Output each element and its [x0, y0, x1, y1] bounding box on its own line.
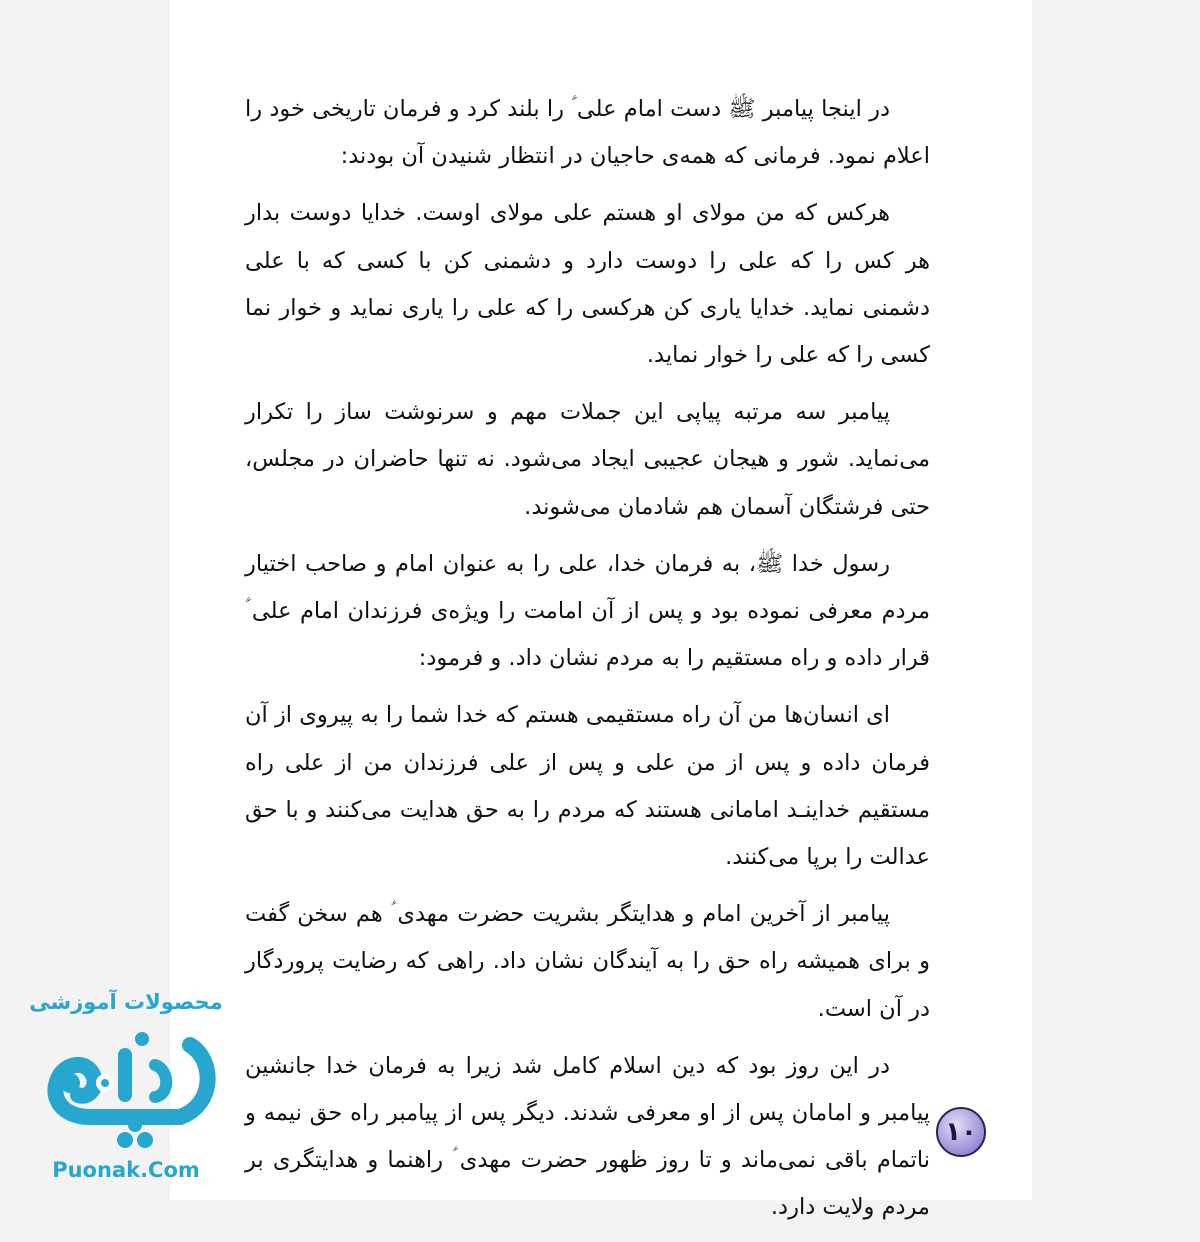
page-number: ۱۰ — [945, 1117, 977, 1147]
watermark-subtitle: محصولات آموزشی — [29, 990, 223, 1014]
page-number-badge — [936, 1107, 986, 1157]
paragraph-3: پیامبر سه مرتبه پیاپی این جملات مهم و سرنوشت ساز را تکرار می‌نماید. شور و هیجان عجیبی ایجاد می‌شود. نه تنها حاضران در مجلس، حتی فرشتگان آسمان هم شادمان می‌شوند. — [245, 399, 930, 520]
paragraph-5: ای انسان‌ها من آن راه مستقیمی هستم که خدا شما را به پیروی از آن فرمان داده و پس از من علی و پس از علی فرزندان من از علی راه مستقیم خداینـد امامانی هستند که مردم را به حق هدایت می‌کنند و با حق عدالت را برپا می‌کنند. — [245, 702, 930, 871]
paragraph-4: رسول خدا ﷺ، به فرمان خدا، علی را به عنوان امام و صاحب اختیار مردم معرفی نموده بود و پس از آن امامت را ویژه‌ی فرزندان امام علی ؑ قرار داده و راه مستقیم را به مردم نشان داد. و فرمود: — [245, 550, 930, 672]
paragraph-1: در اینجا پیامبر ﷺ دست امام علی ؑ را بلند کرد و فرمان تاریخی خود را اعلام نمود. فرمانی که همه‌ی حاجیان در انتظار شنیدن آن بودند: — [245, 96, 930, 170]
body-text — [245, 86, 930, 1242]
paragraph-6: پیامبر از آخرین امام و هدایتگر بشریت حضرت مهدی ؑ هم سخن گفت و برای همیشه راه حق را به آیندگان نشان داد. راهی که رضایت پروردگار در آن است. — [245, 901, 930, 1022]
watermark-url: Puonak.Com — [52, 1158, 200, 1182]
brand-logo-icon — [30, 1025, 220, 1155]
paragraph-7: در این روز بود که دین اسلام کامل شد زیرا به فرمان خدا جانشین پیامبر و امامان پس از او معرفی شدند. دیگر پس از پیامبر راه حق نیمه و ناتمام باقی نمی‌ماند و تا روز ظهور حضرت مهدی ؑ راهنما و هدایتگری بر مردم ولایت دارد. — [245, 1052, 930, 1221]
paragraph-2: هرکس که من مولای او هستم علی مولای اوست. خدایا دوست بدار هر کس را که علی را دوست دارد و دشمنی کن با کسی که با علی دشمنی نماید. خدایا یاری کن هرکسی را که علی را یاری نماید و خوار نما کسی را که علی را خوار نماید. — [245, 200, 930, 369]
